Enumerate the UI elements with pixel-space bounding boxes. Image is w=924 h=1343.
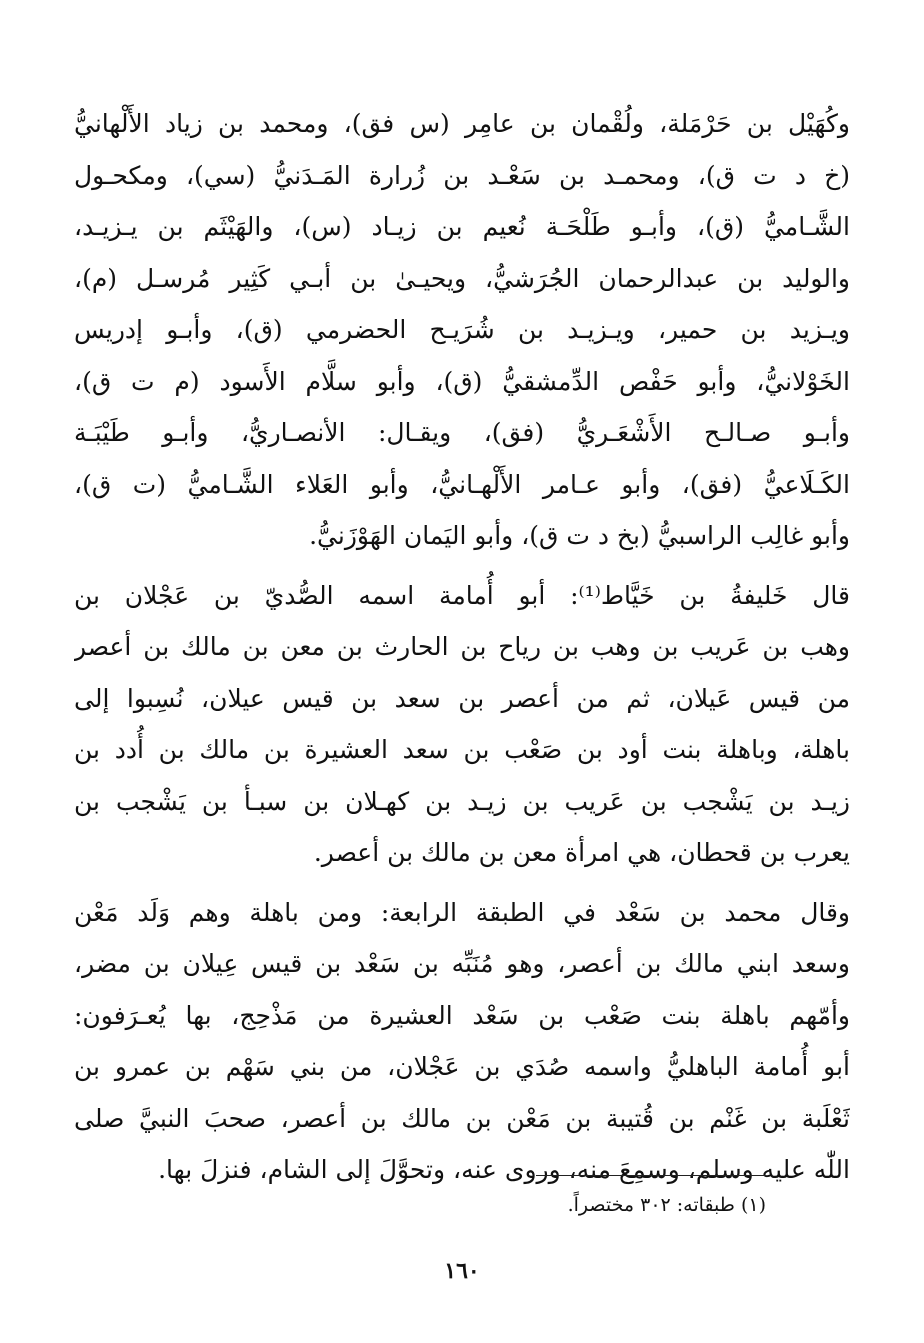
footnote-divider: [536, 1175, 766, 1176]
text-line: زيـد بن يَشْجب بن عَريب بن زيـد بن كهـلان بن سبـأ بن يَشْجب بن: [74, 786, 850, 816]
text-line: وقال محمد بن سَعْد في الطبقة الرابعة: ومن باهلة وهم وَلَد مَعْن: [74, 897, 850, 927]
text-line: وأبو غالِب الراسبيُّ (بخ د ت ق)، وأبو اليَمان الهَوْزَنيُّ.: [309, 521, 850, 550]
text-line: الكَـلَاعيُّ (فق)، وأبو عـامر الأَلْهـانيُّ، وأبو العَلاء الشَّـاميُّ (ت ق)،: [74, 469, 850, 499]
text-line: وأبـو صـالـح الأَشْعَـريُّ (فق)، ويقـال: الأنصـاريُّ، وأبـو طَيْبَـة: [74, 418, 850, 447]
text-line: اللّٰه عليه وسلم، وسمِعَ منه، وروى عنه، وتحوَّلَ إلى الشام، فنزلَ بها.: [158, 1155, 850, 1184]
text-line: أبو أُمامة الباهليُّ واسمه صُدَي بن عَجْلان، من بني سَهْم بن عمرو بن: [74, 1052, 850, 1081]
text-line: قال خَليفةُ بن خَيَّاط⁽¹⁾: أبو أُمامة اسمه الصُّديّ بن عَجْلان بن: [74, 580, 850, 610]
paragraph-narrators: [74, 98, 850, 562]
page-number: ١٦٠: [444, 1258, 480, 1284]
paragraph-ibn-sad: [74, 887, 850, 1196]
text-line: باهلة، وباهلة بنت أود بن صَعْب بن سعد العشيرة بن مالك بن أُدد بن: [74, 735, 850, 764]
text-line: من قيس عَيلان، ثم من أعصر بن سعد بن قيس عيلان، نُسِبوا إلى: [74, 683, 850, 713]
text-line: الشَّـاميُّ (ق)، وأبـو طَلْحَـة نُعيم بن زيـاد (س)، والهَيْثَم بن يـزيـد،: [74, 212, 850, 241]
text-line: ويـزيد بن حمير، ويـزيـد بن شُرَيـح الحضرمي (ق)، وأبـو إدريس: [74, 315, 850, 344]
text-line: يعرب بن قحطان، هي امرأة معن بن مالك بن أعصر.: [313, 838, 850, 867]
text-line: وكُهَيْل بن حَرْمَلة، ولُقْمان بن عامِر (س فق)، ومحمد بن زياد الأَلْهانيُّ: [74, 109, 850, 138]
text-line: وسعد ابني مالك بن أعصر، وهو مُنَبِّه بن سَعْد بن قيس عِيلان بن مضر،: [74, 949, 850, 978]
paragraph-khalifa: [74, 570, 850, 879]
footnote: (١) طبقاته: ٣٠٢ مختصراً.: [567, 1194, 766, 1216]
text-line: ثَعْلَبة بن غَنْم بن قُتيبة بن مَعْن بن مالك بن أعصر، صحبَ النبيَّ صلى: [74, 1103, 850, 1133]
text-line: وأمّهم باهلة بنت صَعْب بن سَعْد العشيرة من مَذْحِج، بها يُعـرَفون:: [74, 1000, 850, 1030]
text-line: والوليد بن عبدالرحمان الجُرَشيُّ، ويحيـىٰ بن أبـي كَثِير مُرسـل (م)،: [74, 263, 850, 293]
text-line: وهب بن عَريب بن وهب بن رياح بن الحارث بن معن بن مالك بن أعصر: [74, 632, 850, 661]
text-line: (خ د ت ق)، ومحمـد بن سَعْـد بن زُرارة المَـدَنيُّ (سي)، ومكحـول: [74, 160, 850, 190]
text-line: الخَوْلانيُّ، وأبو حَفْص الدِّمشقيُّ (ق)، وأبو سلَّام الأَسود (م ت ق)،: [74, 366, 850, 396]
page-body: [74, 98, 850, 1196]
